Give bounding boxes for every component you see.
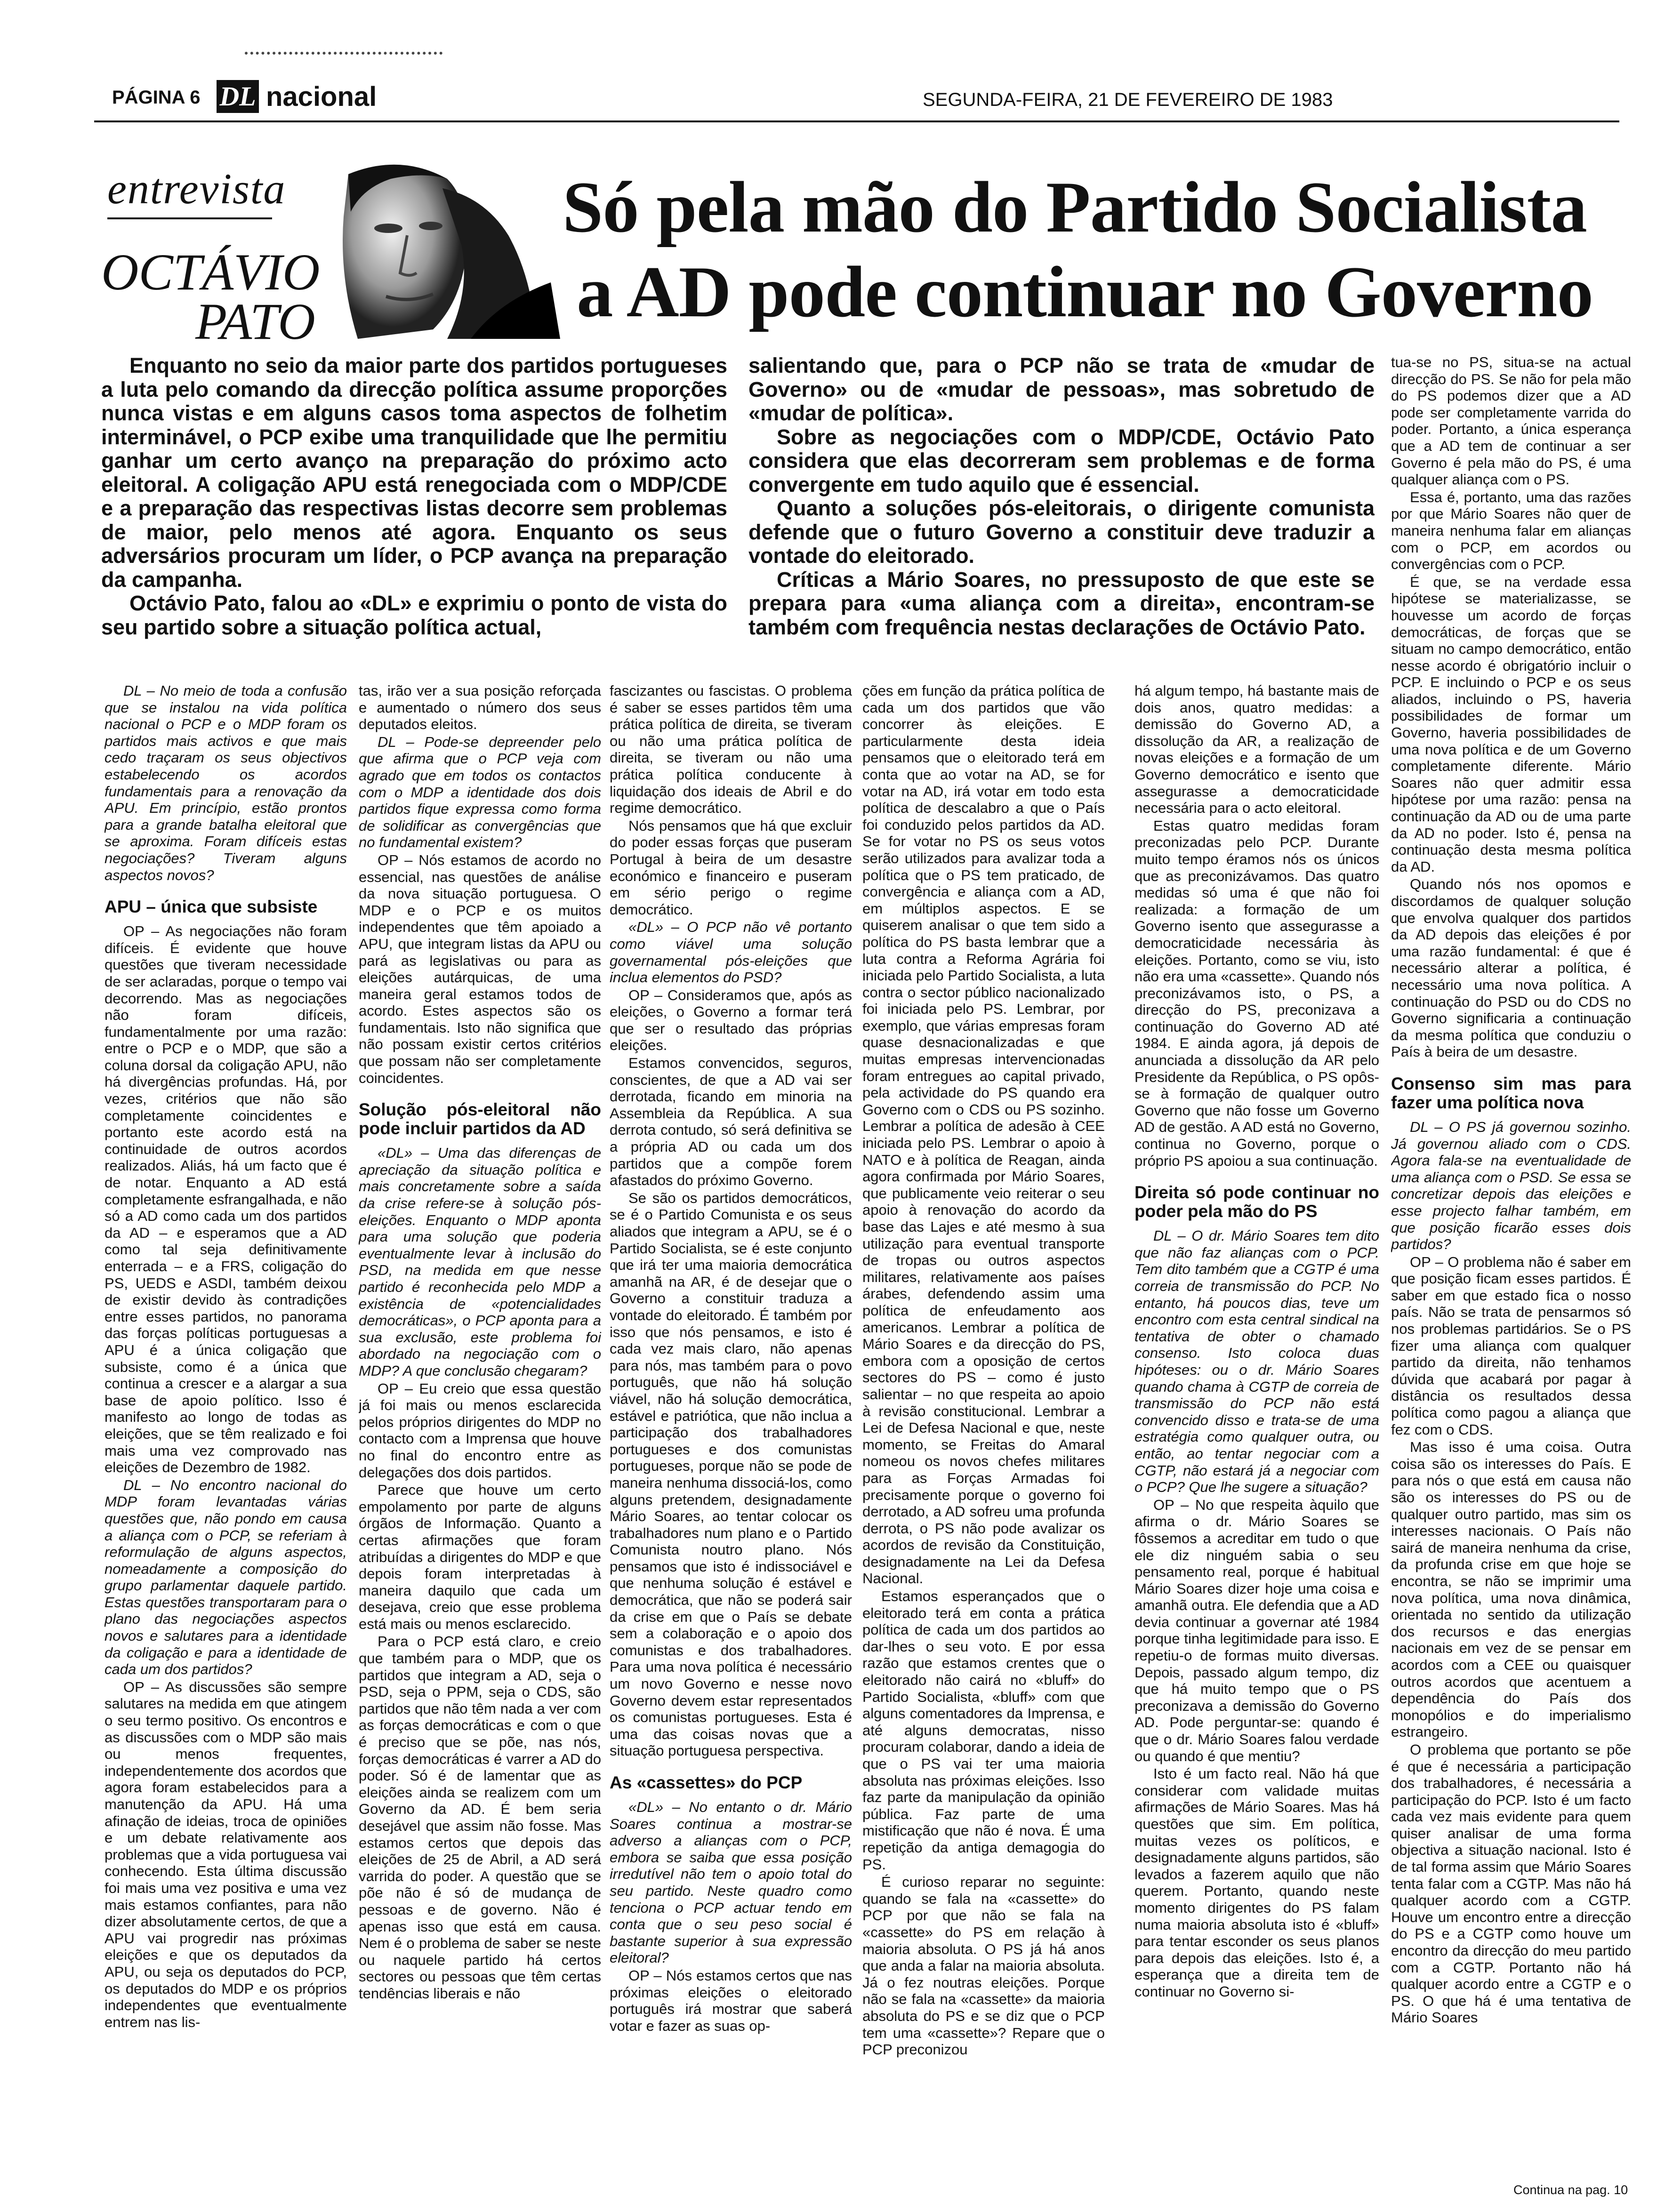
svg-text:DL: DL: [219, 81, 256, 112]
subheading: APU – única que subsiste: [105, 897, 318, 917]
interviewer-question: DL – O dr. Mário Soares tem dito que não faz alianças com o PCP. Tem dito também que a CGTP é uma correia de transmissão do PCP. No entanto, há poucos dias, teve um encontro com esta central sindical na tentativa de obter o chamado consenso. Isto coloca duas hipóteses: ou o dr. Mário Soares quando chama à CGTP de correia de transmissão do PCP não está convencido disso e trata-se de uma estratégia como qualquer outra, ou então, ao tentar negociar com a CGTP, não estará já a negociar com o PCP? Que lhe sugere a situação?: [1134, 1227, 1379, 1496]
kicker-label: entrevista: [107, 165, 286, 213]
lead-paragraph: Quanto a soluções pós-eleitorais, o dirigente comunista defende que o futuro Governo a constituir deve traduzir a vontade do eleitorado.: [748, 496, 1375, 568]
answer-paragraph: Estamos convencidos, seguros, conscientes, de que a AD vai ser derrotada, ficando em minoria na Assembleia da República. A sua derrota contudo, só será definitiva se a própria AD ou cada um dos partidos que a compõe forem afastados do próximo Governo.: [610, 1055, 852, 1189]
answer-paragraph: Mas isso é uma coisa. Outra coisa são os interesses do País. E para nós o que está em causa não são os interesses do PS ou de qualquer outro partido, mas sim os interesses nacionais. O País não sairá de maneira nenhuma da crise, da profunda crise em que hoje se encontra, se não se imprimir uma nova política, uma nova dinâmica, orientada no sentido da utilização dos recursos e das energias nacionais em vez de se pensar em acordos com a CEE ou quaisquer outros acordos que acentuem a dependência do País dos monopólios e do imperialismo estrangeiro.: [1391, 1439, 1631, 1740]
answer-paragraph: tas, irão ver a sua posição reforçada e aumentado o número dos seus deputados eleitos.: [359, 682, 601, 733]
subheading: As «cassettes» do PCP: [610, 1773, 803, 1792]
interviewee-name-line2: PATO: [195, 293, 315, 350]
interviewer-question: DL – Pode-se depreender pelo que afirma que o PCP veja com agrado que em todos os contactos com o MDP a identidade dos dois partidos fique expressa como forma de solidificar as convergências que no fundamental existem?: [359, 733, 601, 851]
article-column-5: [1134, 682, 1379, 2172]
answer-paragraph: OP – Consideramos que, após as eleições, o Governo a formar terá que ser o resultado das próprias eleições.: [610, 986, 852, 1054]
answer-paragraph: É curioso reparar no seguinte: quando se fala na «cassette» do PCP por que não se fala na «cassette» do PS em relação à maioria absoluta. O PS já há anos que anda a falar na maioria absoluta. Já o fez noutras eleições. Porque não se fala na «cassette» da maioria absoluta do PS e se diz que o PCP tem uma «cassette»? Repare que o PCP preconizou: [862, 1874, 1105, 2058]
answer-paragraph: Nós pensamos que há que excluir do poder essas forças que puseram Portugal à beira de um desastre económico e financeiro e puseram em sério perigo o regime democrático.: [610, 817, 852, 918]
article-column-3: [610, 682, 852, 2172]
answer-paragraph: Isto é um facto real. Não há que considerar com validade muitas afirmações de Mário Soares. Mas há questões que sim. Em política, muitas vezes os políticos, e designadamente alguns partidos, são levados a fazerem aquilo que não querem. Portanto, quando neste momento dirigentes do PS falam numa maioria absoluta isto é «bluff» para tentar esconder os seus planos para depois das eleições. Isto é, a esperança que a direita tem de continuar no Governo si-: [1134, 1765, 1379, 2000]
masthead-smudge: [245, 52, 442, 61]
lead-paragraph: Octávio Pato, falou ao «DL» e exprimiu o ponto de vista do seu partido sobre a situação política actual,: [101, 591, 727, 639]
article-column-2: [359, 682, 601, 2172]
answer-paragraph: OP – As discussões são sempre salutares na medida em que atingem o seu termo positivo. Os encontros e as discussões com o MDP são mais ou menos frequentes, independentemente dos acordos que agora foram estabelecidos para a manutenção da APU. Há uma afinação de ideias, troca de opiniões e um debate relativamente aos problemas que a vida portuguesa vai conhecendo. Esta última discussão foi mais uma vez positiva e uma vez mais estamos confiantes, para não dizer absolutamente certos, de que a APU vai progredir nas próximas eleições e que os deputados da APU, ou seja os deputados do PCP, os deputados do MDP e os próprios independentes que eventualmente entrem nas lis-: [105, 1678, 347, 2030]
lead-column-1: [101, 354, 727, 674]
answer-paragraph: OP – Nós estamos certos que nas próximas eleições o eleitorado português irá mostrar que saberá votar e fazer as suas op-: [610, 1967, 852, 2034]
headline-line2: a AD pode continuar no Governo: [577, 251, 1593, 332]
page-label: PÁGINA 6: [112, 87, 201, 108]
interviewer-question: DL – O PS já governou sozinho. Já governou aliado com o CDS. Agora fala-se na eventualidade de uma aliança com o PSD. Se essa se concretizar depois das eleições e esse projecto falhar também, em que posição ficarão esses dois partidos?: [1391, 1118, 1631, 1253]
issue-date: SEGUNDA-FEIRA, 21 DE FEVEREIRO DE 1983: [923, 89, 1333, 110]
answer-paragraph: OP – Nós estamos de acordo no essencial, nas questões de análise da nova situação portuguesa. O MDP e o PCP e os muitos independentes que têm apoiado a APU, que integram listas da APU ou pará as legislativas ou para as eleições autárquicas, de uma maneira geral estamos todos de acordo. Estes aspectos são os fundamentais. Isto não significa que não possam existir certos critérios que possam não ser completamente coincidentes.: [359, 851, 601, 1086]
answer-paragraph: OP – No que respeita àquilo que afirma o dr. Mário Soares se fôssemos a acreditar em tudo o que ele diz ninguém sabia o seu pensamento real, porque é habitual Mário Soares dizer hoje uma coisa e amanhã outra. Ele defendia que a AD devia continuar a governar até 1984 porque tinha legitimidade para isso. E repetiu-o de formas muito diversas. Depois, passado algum tempo, diz que há muito tempo que o PS preconizava a demissão do Governo AD. Pode perguntar-se: quando é que o dr. Mário Soares falou verdade ou quando é que mentiu?: [1134, 1496, 1379, 1764]
answer-paragraph: Essa é, portanto, uma das razões por que Mário Soares não quer de maneira nenhuma falar em alianças com o PCP, em acordos ou convergências com o PCP.: [1391, 489, 1631, 573]
answer-paragraph: fascizantes ou fascistas. O problema é saber se esses partidos têm uma prática política de direita, se tiveram ou não uma prática política de direita, se tiveram ou não uma prática política conducente à liquidação dos ideais de Abril e do regime democrático.: [610, 682, 852, 817]
lead-paragraph: Sobre as negociações com o MDP/CDE, Octávio Pato considera que elas decorreram sem problemas e de forma convergente em tudo aquilo que é essencial.: [748, 425, 1375, 497]
subheading: Consenso sim mas para fazer uma política nova: [1391, 1074, 1631, 1112]
answer-paragraph: Para o PCP está claro, e creio que também para o MDP, que os partidos que integram a AD, seja o PSD, seja o PPM, seja o CDS, são partidos que não têm nada a ver com as forças democráticas e com o que é preciso que se põe, nas nós, forças democráticas é varrer a AD do poder. Só é de lamentar que as eleições ainda se realizem com um Governo da AD. É bem seria desejável que assim não fosse. Mas estamos certos que depois das eleições de 25 de Abril, a AD será varrida do poder. A questão que se põe não é só de mudança de pessoas e de governo. Não é apenas isso que está em causa. Nem é o problema de saber se neste ou naquele partido há certos sectores ou pessoas que têm certas tendências liberais e não: [359, 1633, 601, 2002]
answer-paragraph: Estamos esperançados que o eleitorado terá em conta a prática política de cada um dos partidos ao dar-lhes o seu voto. E por essa razão que estamos crentes que o eleitorado não cairá no «bluff» do Partido Socialista, «bluff» com que alguns comentadores da Imprensa, e até alguns democratas, nisso procuram colaborar, dando a ideia de que o PS vai ter uma maioria absoluta nas próximas eleições. Isso faz parte da manipulação da opinião pública. Faz parte de uma mistificação que não é nova. É uma repetição da antiga demagogia do PS.: [862, 1588, 1105, 1873]
answer-paragraph: tua-se no PS, situa-se na actual direcção do PS. Se não for pela mão do PS podemos dizer que a AD pode ser completamente varrida do poder. Portanto, a única esperança que a AD tem de continuar a ser Governo é pela mão do PS, é uma qualquer aliança com o PS.: [1391, 354, 1631, 488]
answer-paragraph: OP – O problema não é saber em que posição ficam esses partidos. É saber em que estado fica o nosso país. Não se trata de pensarmos só nos problemas partidários. Se o PS fizer uma aliança com qualquer partido da direita, não tenhamos dúvida que acabará por pagar à distância os resultados dessa política como pagou a aliança que fez com o CDS.: [1391, 1253, 1631, 1438]
header-rule: [94, 120, 1619, 122]
lead-paragraph: salientando que, para o PCP não se trata de «mudar de Governo» ou de «mudar de pessoas», mas sobretudo de «mudar de política».: [748, 354, 1375, 425]
article-column-6: [1391, 354, 1631, 2171]
answer-paragraph: Estas quatro medidas foram preconizadas pelo PCP. Durante muito tempo éramos nós os únicos que as preconizávamos. Das quatro medidas só uma é que não foi realizada: a formação de um Governo isento que assegurasse a democraticidade necessária às eleições. Portanto, como se viu, isto não era uma «cassette». Quando nós preconizávamos isto, o PS, a direcção do PS, preconizava a continuação do Governo AD até 1984. E ainda agora, já depois de anunciada a dissolução da AR pelo Presidente da República, o PS opôs-se à formação de qualquer outro Governo que não fosse um Governo AD de gestão. A AD está no Governo, continua no Governo, porque o próprio PS apoiou a sua continuação.: [1134, 817, 1379, 1169]
headline-line1: Só pela mão do Partido Socialista: [563, 167, 1587, 248]
answer-paragraph: OP – Eu creio que essa questão já foi mais ou menos esclarecida pelos próprios dirigentes do MDP no contacto com a Imprensa que houve no final do encontro entre as delegações dos dois partidos.: [359, 1380, 601, 1481]
answer-paragraph: O problema que portanto se põe é que é necessária a participação dos trabalhadores, é necessária a participação do PCP. Isto é um facto cada vez mais evidente para quem quiser analisar de uma forma objectiva a situação nacional. Isto é de tal forma assim que Mário Soares tenta falar com a CGTP. Mas não há qualquer acordo com a CGTP. Houve um encontro entre a direcção do PS e a CGTP como houve um encontro da direcção do meu partido com a CGTP. Portanto não há qualquer acordo entre a CGTP e o PS. O que há é uma tentativa de Mário Soares: [1391, 1741, 1631, 2026]
interviewer-question: «DL» – Uma das diferenças de apreciação da situação política e mais concretamente sobre a saída da crise refere-se à solução pós-eleições. Enquanto o MDP aponta para uma solução que poderia eventualmente levar à inclusão do PSD, na medida em que nesse partido é reconhecida pelo MDP a existência de «potencialidades democráticas», o PCP aponta para a sua exclusão, este problema foi abordado na negociação com o MDP? A que conclusão chegaram?: [359, 1145, 601, 1379]
answer-paragraph: É que, se na verdade essa hipótese se materializasse, se houvesse um acordo de forças democráticas, de forças que se situam no campo democrático, então nesse acordo é obrigatório incluir o PCP. E incluindo o PCP e os seus aliados, incluindo o PS, haveria possibilidades de formar um Governo, haveria possibilidades de uma nova política e de um Governo completamente diferente. Mário Soares não quer admitir essa hipótese por uma razão: pensa na continuação da AD ou de uma parte da AD no poder. Isto é, pensa na continuação desta mesma política da AD.: [1391, 573, 1631, 875]
article-column-4: [862, 682, 1105, 2172]
interviewer-question: «DL» – No entanto o dr. Mário Soares continua a mostrar-se adverso a alianças com o PCP, embora se saiba que essa posição irredutível não tem o apoio total do seu partido. Neste quadro como tenciona o PCP actuar tendo em conta que o seu peso social é bastante superior à sua expressão eleitoral?: [610, 1799, 852, 1966]
subheading: Solução pós-eleitoral não pode incluir partidos da AD: [359, 1100, 601, 1138]
answer-paragraph: Quando nós nos opomos e discordamos de qualquer solução que envolva qualquer dos partidos da AD depois das eleições é por uma razão fundamental: é que é necessário alterar a política, é necessário uma nova política. A continuação do PSD ou do CDS no Governo significaria a continuação da mesma política que conduziu o País à beira de um desastre.: [1391, 876, 1631, 1060]
answer-paragraph: Se são os partidos democráticos, se é o Partido Comunista e os seus aliados que integram a APU, se é o Partido Socialista, se é este conjunto que irá ter uma maioria democrática amanhã na AR, é de desejar que o Governo a constituir traduza a vontade do eleitorado. É também por isso que nós pensamos, e isto é cada vez mais claro, não apenas para nós, mas também para o povo português, que não há solução viável, não há solução democrática, estável e patriótica, que não inclua a participação dos trabalhadores portugueses e dos comunistas portugueses, porque não se pode de maneira nenhuma dissociá-los, como alguns pretendem, designadamente Mário Soares, ao tentar colocar os trabalhadores num plano e o Partido Comunista noutro plano. Nós pensamos que isto é indissociável e que nenhuma solução é estável e democrática, que não se poderá sair da crise em que o País se debate sem a colaboração e o apoio dos comunistas e dos trabalhadores. Para uma nova política é necessário um novo Governo e nesse novo Governo devem estar representados os comunistas portugueses. Esta é uma das coisas novas que a situação portuguesa perspectiva.: [610, 1189, 852, 1759]
interviewer-question: DL – No meio de toda a confusão que se instalou na vida política nacional o PCP e o MDP foram os partidos mais activos e que mais cedo traçaram os seus objectivos estabelecendo os acordos fundamentais para a renovação da APU. Em princípio, estão prontos para a grande batalha eleitoral que se aproxima. Foram difíceis estas negociações? Tiveram alguns aspectos novos?: [105, 682, 347, 883]
answer-paragraph: Parece que houve um certo empolamento por parte de alguns órgãos de Informação. Quanto a certas afirmações que foram atribuídas a dirigentes do MDP e que depois foram interpretadas à maneira daquilo que cada um desejava, creio que esse problema está mais ou menos esclarecido.: [359, 1482, 601, 1632]
kicker-underline: [107, 217, 272, 219]
interviewer-question: DL – No encontro nacional do MDP foram levantadas várias questões que, não pondo em causa a aliança com o PCP, se referiam à reformulação de alguns aspectos, nomeadamente a composição do grupo parlamentar daquele partido. Estas questões transportaram para o plano das negociações aspectos novos e salutares para a identidade da coligação e para a identidade de cada um dos partidos?: [105, 1476, 347, 1678]
lead-paragraph: Críticas a Mário Soares, no pressuposto de que este se prepara para «uma aliança com a direita», encontram-se também com frequência nestas declarações de Octávio Pato.: [748, 567, 1375, 639]
lead-column-2: [748, 354, 1375, 674]
interviewee-photo: [330, 160, 560, 339]
subheading: Direita só pode continuar no poder pela mão do PS: [1134, 1183, 1379, 1221]
answer-paragraph: há algum tempo, há bastante mais de dois anos, quatro medidas: a demissão do Governo AD, a dissolução da AR, a realização de novas eleições e a formação de um Governo democrático e isento que assegurasse a democraticidade necessária para o acto eleitoral.: [1134, 682, 1379, 817]
section-name: nacional: [266, 81, 377, 112]
interviewee-name-line1: OCTÁVIO: [101, 243, 320, 301]
lead-paragraph: Enquanto no seio da maior parte dos partidos portugueses a luta pelo comando da direcção política assume proporções nunca vistas e em alguns casos toma aspectos de folhetim interminável, o PCP exibe uma tranquilidade que lhe permitiu ganhar um certo avanço na preparação do próximo acto eleitoral. A coligação APU está renegociada com o MDP/CDE e a preparação das respectivas listas decorre sem problemas de maior, pelo menos até agora. Enquanto os seus adversários procuram um líder, o PCP avança na preparação da campanha.: [101, 354, 727, 592]
answer-paragraph: ções em função da prática política de cada um dos partidos que vão concorrer às eleições. E particularmente desta ideia pensamos que o eleitorado terá em conta que ao votar na AD, se for votar na AD, irá votar em todo esta política de descalabro a que o País foi conduzido pelos partidos da AD. Se for votar no PS os seus votos serão utilizados para avalizar toda a política que o PS tem praticado, de convergência e aliança com a AD, em múltiplos aspectos. E se quiserem analisar o que tem sido a política do PS basta lembrar que a luta contra a Reforma Agrária foi iniciada pelo Partido Socialista, a luta contra o sector público nacionalizado foi iniciada pelo PS. Lembrar, por exemplo, que várias empresas foram quase desnacionalizadas e que muitas empresas intervencionadas foram entregues ao capital privado, pela actividade do PS quando era Governo com o CDS ou PS sozinho. Lembrar a política de adesão à CEE iniciada pelo PS. Lembrar o apoio à NATO e à política de Reagan, ainda agora confirmada por Mário Soares, que publicamente veio reiterar o seu apoio à renovação do acordo da base das Lajes e até mesmo à sua utilização para eventual transporte de tropas ou outros aspectos militares, relativamente aos países árabes, defendendo assim uma política de enfeudamento aos americanos. Lembrar a política de Mário Soares e da direcção do PS, embora com a oposição de certos sectores do PS – como é justo salientar – no que respeita ao apoio à revisão constitucional. Lembrar a Lei de Defesa Nacional e que, neste momento, se Freitas do Amaral nomeou os novos chefes militares para as Forças Armadas foi precisamente porque o governo foi derrotado, a AD sofreu uma profunda derrota, o PS não pode avalizar os acordos de revisão da Constituição, designadamente na Lei da Defesa Nacional.: [862, 682, 1105, 1587]
article-column-1: [105, 682, 347, 2172]
continuation-note: Continua na pag. 10: [1513, 2183, 1628, 2197]
answer-paragraph: OP – As negociações não foram difíceis. É evidente que houve questões que tiveram necessidade de ser aclaradas, porque o tempo vai decorrendo. Mas as negociações não foram difíceis, fundamentalmente por uma razão: entre o PCP e o MDP, que são a coluna dorsal da coligação APU, não há divergências profundas. Há, por vezes, critérios que não são completamente coincidentes e portanto este acordo está na continuidade de outros acordos realizados. Aliás, há um facto que é de notar. Enquanto a AD está completamente esfrangalhada, e não só a AD como cada um dos partidos da AD – e esperamos que a AD como tal seja definitivamente enterrada – e a FRS, coligação do PS, UEDS e ASDI, também deixou de existir devido às contradições entre esses partidos, no panorama das forças políticas portuguesas a APU é a única coligação que subsiste, como é a única que continua a crescer e a alargar a sua base de apoio político. Isso é manifesto ao longo de todas as eleições, que se têm realizado e foi mais uma vez comprovado nas eleições de Dezembro de 1982.: [105, 923, 347, 1476]
newspaper-logo: [217, 80, 259, 113]
interviewer-question: «DL» – O PCP não vê portanto como viável uma solução governamental pós-eleições que inclua elementos do PSD?: [610, 919, 852, 986]
